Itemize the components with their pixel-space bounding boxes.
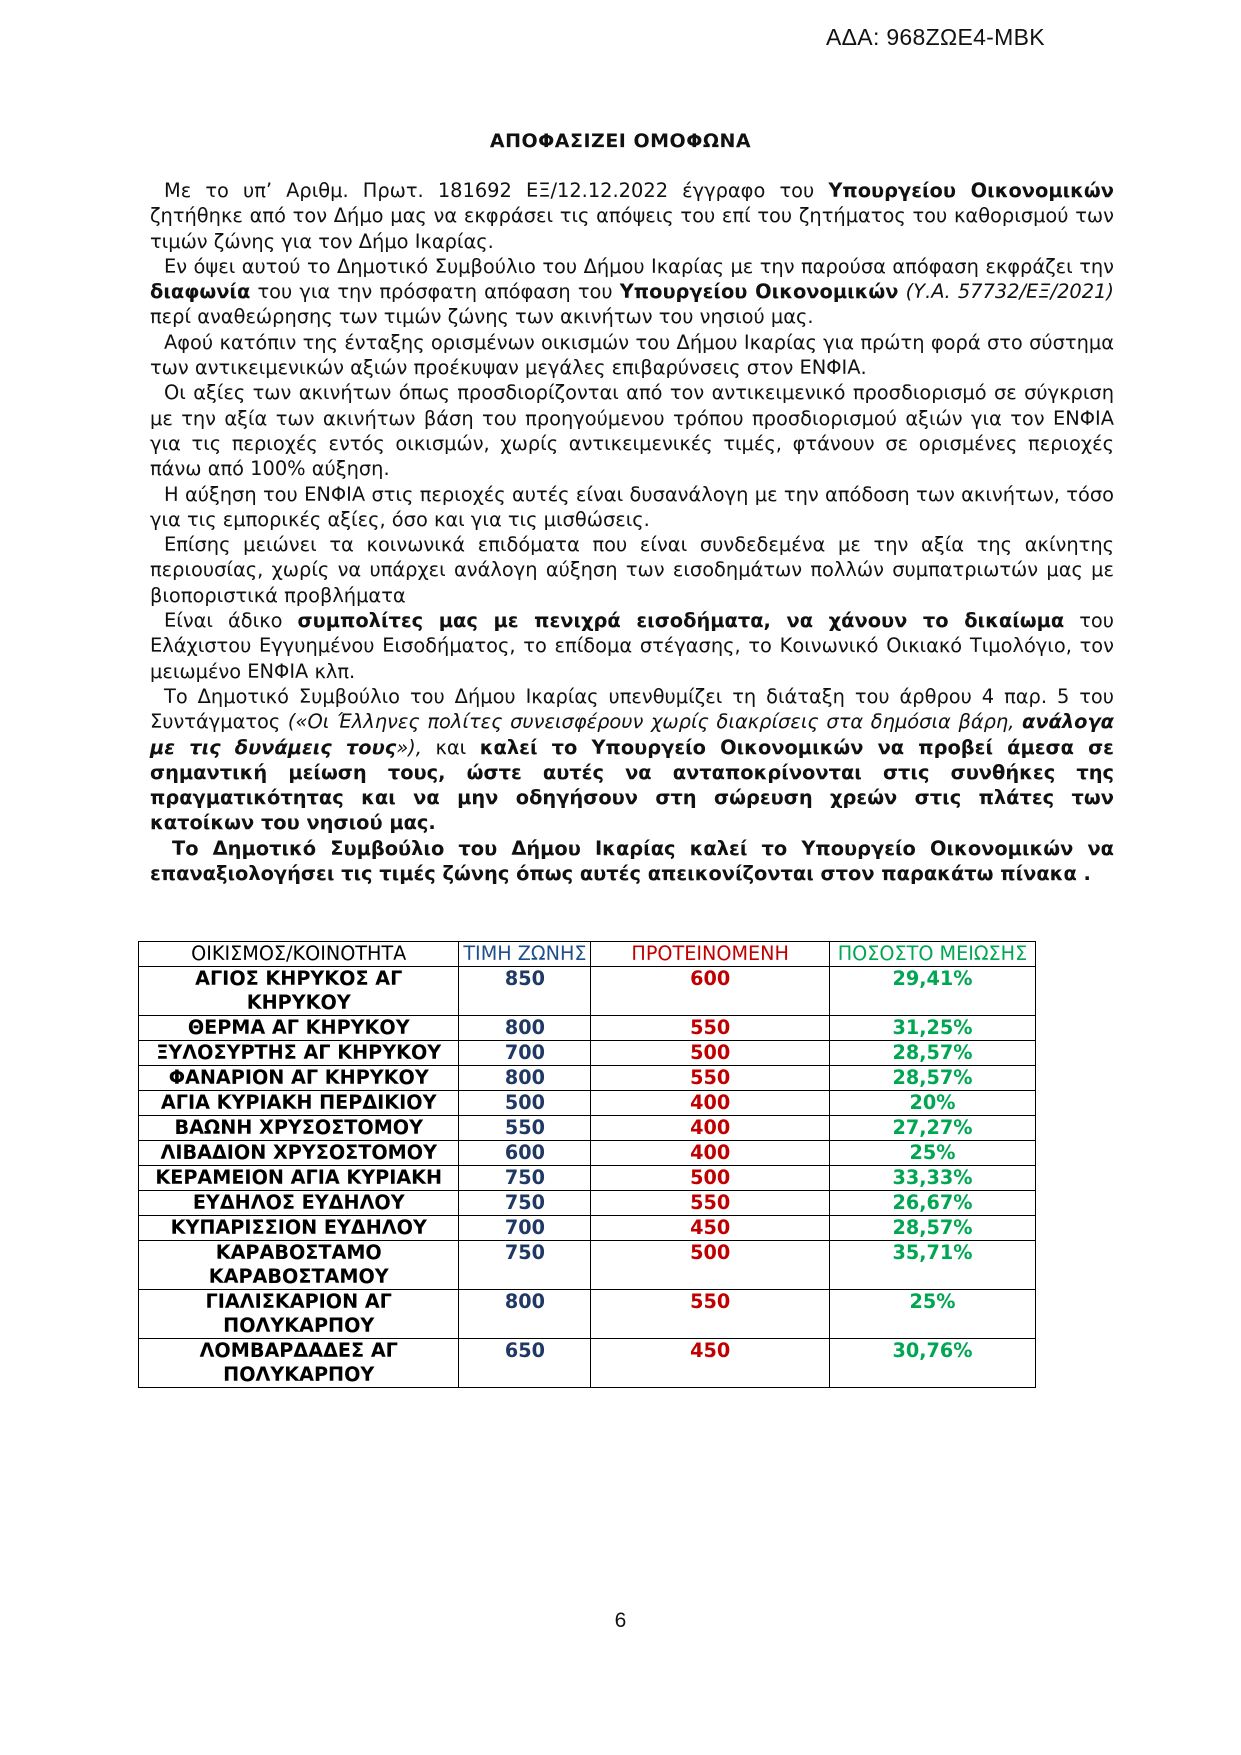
settlement-cell: ΕΥΔΗΛΟΣ ΕΥΔΗΛΟΥ (139, 1191, 459, 1216)
proposed-cell: 550 (591, 1290, 830, 1339)
reduction-cell: 26,67% (829, 1191, 1035, 1216)
p2-disagreement: διαφωνία (150, 280, 251, 304)
p2-decision-ref: (Υ.Α. 57732/ΕΞ/2021) (905, 280, 1114, 304)
proposed-cell: 500 (591, 1241, 830, 1290)
zone-price-cell: 600 (459, 1141, 591, 1166)
proposed-cell: 400 (591, 1091, 830, 1116)
settlement-cell: ΛΙΒΑΔΙΟΝ ΧΡΥΣΟΣΤΟΜΟΥ (139, 1141, 459, 1166)
table-row (139, 1166, 1036, 1191)
zone-price-cell: 650 (459, 1339, 591, 1388)
p8-and: και (421, 735, 480, 759)
reduction-cell: 25% (829, 1141, 1035, 1166)
zone-price-cell: 850 (459, 967, 591, 1016)
reduction-cell: 27,27% (829, 1116, 1035, 1141)
paragraph-6: Επίσης μειώνει τα κοινωνικά επιδόματα που είναι συνδεδεμένα με την αξία της ακίνητης περιουσίας, χωρίς να υπάρχει ανάλογη αύξηση των εισοδημάτων πολλών συμπατριωτών μας με βιοποριστικά προβλήματα (150, 533, 1114, 607)
table-row (139, 1091, 1036, 1116)
table-row (139, 1339, 1036, 1388)
table-row (139, 1066, 1036, 1091)
zone-price-cell: 800 (459, 1016, 591, 1041)
p7-text: Είναι άδικο (164, 609, 298, 633)
reduction-cell: 20% (829, 1091, 1035, 1116)
proposed-cell: 550 (591, 1066, 830, 1091)
settlement-cell: ΛΟΜΒΑΡΔΑΔΕΣ ΑΓ ΠΟΛΥΚΑΡΠΟΥ (139, 1339, 459, 1388)
p1-ministry: Υπουργείου Οικονομικών (828, 179, 1114, 202)
table-row (139, 1016, 1036, 1041)
paragraph-4: Οι αξίες των ακινήτων όπως προσδιορίζονται από τον αντικειμενικό προσδιορισμό σε σύγκριση με την αξία των ακινήτων βάση του προηγούμενου τρόπου προσδιορισμού αξιών για τον ΕΝΦΙΑ για τις περιοχές εντός οικισμών, χωρίς αντικειμενικές τιμές, φτάνουν σε ορισμένες περιοχές πάνω από 100% αύξηση. (150, 381, 1114, 481)
p8-quote-emphasis: ανάλογα με τις δυνάμεις τους (150, 710, 1115, 759)
document-ada-code: ΑΔΑ: 968ΖΩΕ4-ΜΒΚ (826, 24, 1045, 50)
settlement-cell: ΚΑΡΑΒΟΣΤΑΜΟ ΚΑΡΑΒΟΣΤΑΜΟΥ (139, 1241, 459, 1290)
reduction-cell: 31,25% (829, 1016, 1035, 1041)
decision-body (150, 178, 1114, 886)
zone-price-cell: 800 (459, 1066, 591, 1091)
p7-text-end: του Ελάχιστου Εγγυημένου Εισοδήματος, το επίδομα στέγασης, το Κοινωνικό Οικιακό Τιμολόγιο, τον μειωμένο ΕΝΦΙΑ κλπ. (150, 609, 1115, 683)
settlement-cell: ΒΑΩΝΗ ΧΡΥΣΟΣΤΟΜΟΥ (139, 1116, 459, 1141)
reduction-cell: 33,33% (829, 1166, 1035, 1191)
table-row (139, 1041, 1036, 1066)
paragraph-1 (150, 178, 1114, 254)
settlement-cell: ΓΙΑΛΙΣΚΑΡΙΟΝ ΑΓ ΠΟΛΥΚΑΡΠΟΥ (139, 1290, 459, 1339)
table-row (139, 1191, 1036, 1216)
settlement-cell: ΚΥΠΑΡΙΣΣΙΟΝ ΕΥΔΗΛΟΥ (139, 1216, 459, 1241)
reduction-cell: 28,57% (829, 1216, 1035, 1241)
settlement-cell: ΦΑΝΑΡΙΟΝ ΑΓ ΚΗΡΥΚΟΥ (139, 1066, 459, 1091)
proposed-cell: 400 (591, 1116, 830, 1141)
p7-emphasis: συμπολίτες μας με πενιχρά εισοδήματα, να χάνουν το δικαίωμα (297, 609, 1065, 633)
proposed-cell: 600 (591, 967, 830, 1016)
proposed-cell: 500 (591, 1166, 830, 1191)
page-number: 6 (614, 1609, 627, 1632)
p8-quote: («Οι Έλληνες πολίτες συνεισφέρουν χωρίς διακρίσεις στα δημόσια βάρη, (287, 710, 1015, 734)
reduction-cell: 25% (829, 1290, 1035, 1339)
proposed-cell: 450 (591, 1339, 830, 1388)
settlement-cell: ΑΓΙΑ ΚΥΡΙΑΚΗ ΠΕΡΔΙΚΙΟΥ (139, 1091, 459, 1116)
settlement-cell: ΞΥΛΟΣΥΡΤΗΣ ΑΓ ΚΗΡΥΚΟΥ (139, 1041, 459, 1066)
table-row (139, 1141, 1036, 1166)
settlement-cell: ΑΓΙΟΣ ΚΗΡΥΚΟΣ ΑΓ ΚΗΡΥΚΟΥ (139, 967, 459, 1016)
proposed-cell: 400 (591, 1141, 830, 1166)
table-row (139, 967, 1036, 1016)
table-row (139, 1116, 1036, 1141)
header-reduction: ΠΟΣΟΣΤΟ ΜΕΙΩΣΗΣ (829, 942, 1035, 967)
paragraph-3: Αφού κατόπιν της ένταξης ορισμένων οικισμών του Δήμου Ικαρίας για πρώτη φορά στο σύστημα των αντικειμενικών αξιών προέκυψαν μεγάλες επιβαρύνσεις στον ΕΝΦΙΑ. (150, 330, 1114, 380)
p1-text: Με το υπ’ Αριθμ. Πρωτ. 181692 ΕΞ/12.12.2022 έγγραφο του (164, 179, 829, 202)
table-row (139, 1241, 1036, 1290)
proposed-cell: 550 (591, 1191, 830, 1216)
header-settlement: ΟΙΚΙΣΜΟΣ/ΚΟΙΝΟΤΗΤΑ (139, 942, 459, 967)
zone-price-cell: 700 (459, 1041, 591, 1066)
p8-quote-end: »), (396, 735, 422, 759)
p2-text-mid: του για την πρόσφατη απόφαση του (250, 280, 620, 304)
reduction-cell: 30,76% (829, 1339, 1035, 1388)
proposed-cell: 500 (591, 1041, 830, 1066)
reduction-cell: 28,57% (829, 1066, 1035, 1091)
table-header-row (139, 942, 1036, 967)
p9-text: καλεί το Υπουργείο Οικονομικών να επαναξιολογήσει τις τιμές ζώνης όπως αυτές απεικονίζονται στον παρακάτω πίνακα . (150, 836, 1114, 886)
p8-text: Το Δημοτικό Συμβούλιο του Δήμου Ικαρίας υπενθυμίζει τη διάταξη του άρθρου 4 παρ. 5 του Συντάγματος (150, 684, 1114, 734)
zone-price-cell: 550 (459, 1116, 591, 1141)
table-row (139, 1290, 1036, 1339)
zone-price-cell: 750 (459, 1166, 591, 1191)
decision-title: ΑΠΟΦΑΣΙΖΕΙ ΟΜΟΦΩΝΑ (489, 130, 752, 152)
zone-price-cell: 750 (459, 1191, 591, 1216)
reduction-cell: 28,57% (829, 1041, 1035, 1066)
zone-price-cell: 500 (459, 1091, 591, 1116)
settlement-cell: ΘΕΡΜΑ ΑΓ ΚΗΡΥΚΟΥ (139, 1016, 459, 1041)
settlement-cell: ΚΕΡΑΜΕΙΟΝ ΑΓΙΑ ΚΥΡΙΑΚΗ (139, 1166, 459, 1191)
p9-council: Το Δημοτικό Συμβούλιο του Δήμου Ικαρίας (172, 836, 676, 860)
p2-text-end: περί αναθεώρησης των τιμών ζώνης των ακινήτων του νησιού μας. (150, 305, 814, 329)
reduction-cell: 29,41% (829, 967, 1035, 1016)
zone-price-cell: 750 (459, 1241, 591, 1290)
p1-text-end: ζητήθηκε από τον Δήμο μας να εκφράσει τις απόψεις του επί του ζητήματος του καθορισμού των τιμών ζώνης για τον Δήμο Ικαρίας. (150, 204, 1114, 253)
paragraph-8 (150, 684, 1114, 836)
header-zone-price: ΤΙΜΗ ΖΩΝΗΣ (459, 942, 591, 967)
p2-ministry: Υπουργείου Οικονομικών (619, 280, 899, 304)
p8-call: καλεί το Υπουργείο Οικονομικών να προβεί άμεσα σε σημαντική μείωση τους, ώστε αυτές να ανταποκρίνονται στις συνθήκες της πραγματικότητας και να μην οδηγήσουν στη σώρευση χρεών στις πλάτες των κατοίκων του νησιού μας. (150, 735, 1114, 835)
zone-price-cell: 700 (459, 1216, 591, 1241)
zone-price-cell: 800 (459, 1290, 591, 1339)
proposed-cell: 450 (591, 1216, 830, 1241)
reduction-cell: 35,71% (829, 1241, 1035, 1290)
zone-prices-table (138, 941, 1036, 1388)
p2-text: Εν όψει αυτού το Δημοτικό Συμβούλιο του Δήμου Ικαρίας με την παρούσα απόφαση εκφράζει την (164, 254, 1114, 278)
paragraph-5: Η αύξηση του ΕΝΦΙΑ στις περιοχές αυτές είναι δυσανάλογη με την απόδοση των ακινήτων, τόσο για τις εμπορικές αξίες, όσο και για τις μισθώσεις. (150, 482, 1114, 531)
paragraph-9 (150, 836, 1114, 887)
table-row (139, 1216, 1036, 1241)
paragraph-2 (150, 254, 1114, 330)
header-proposed: ΠΡΟΤΕΙΝΟΜΕΝΗ (591, 942, 830, 967)
proposed-cell: 550 (591, 1016, 830, 1041)
paragraph-7 (150, 608, 1114, 684)
